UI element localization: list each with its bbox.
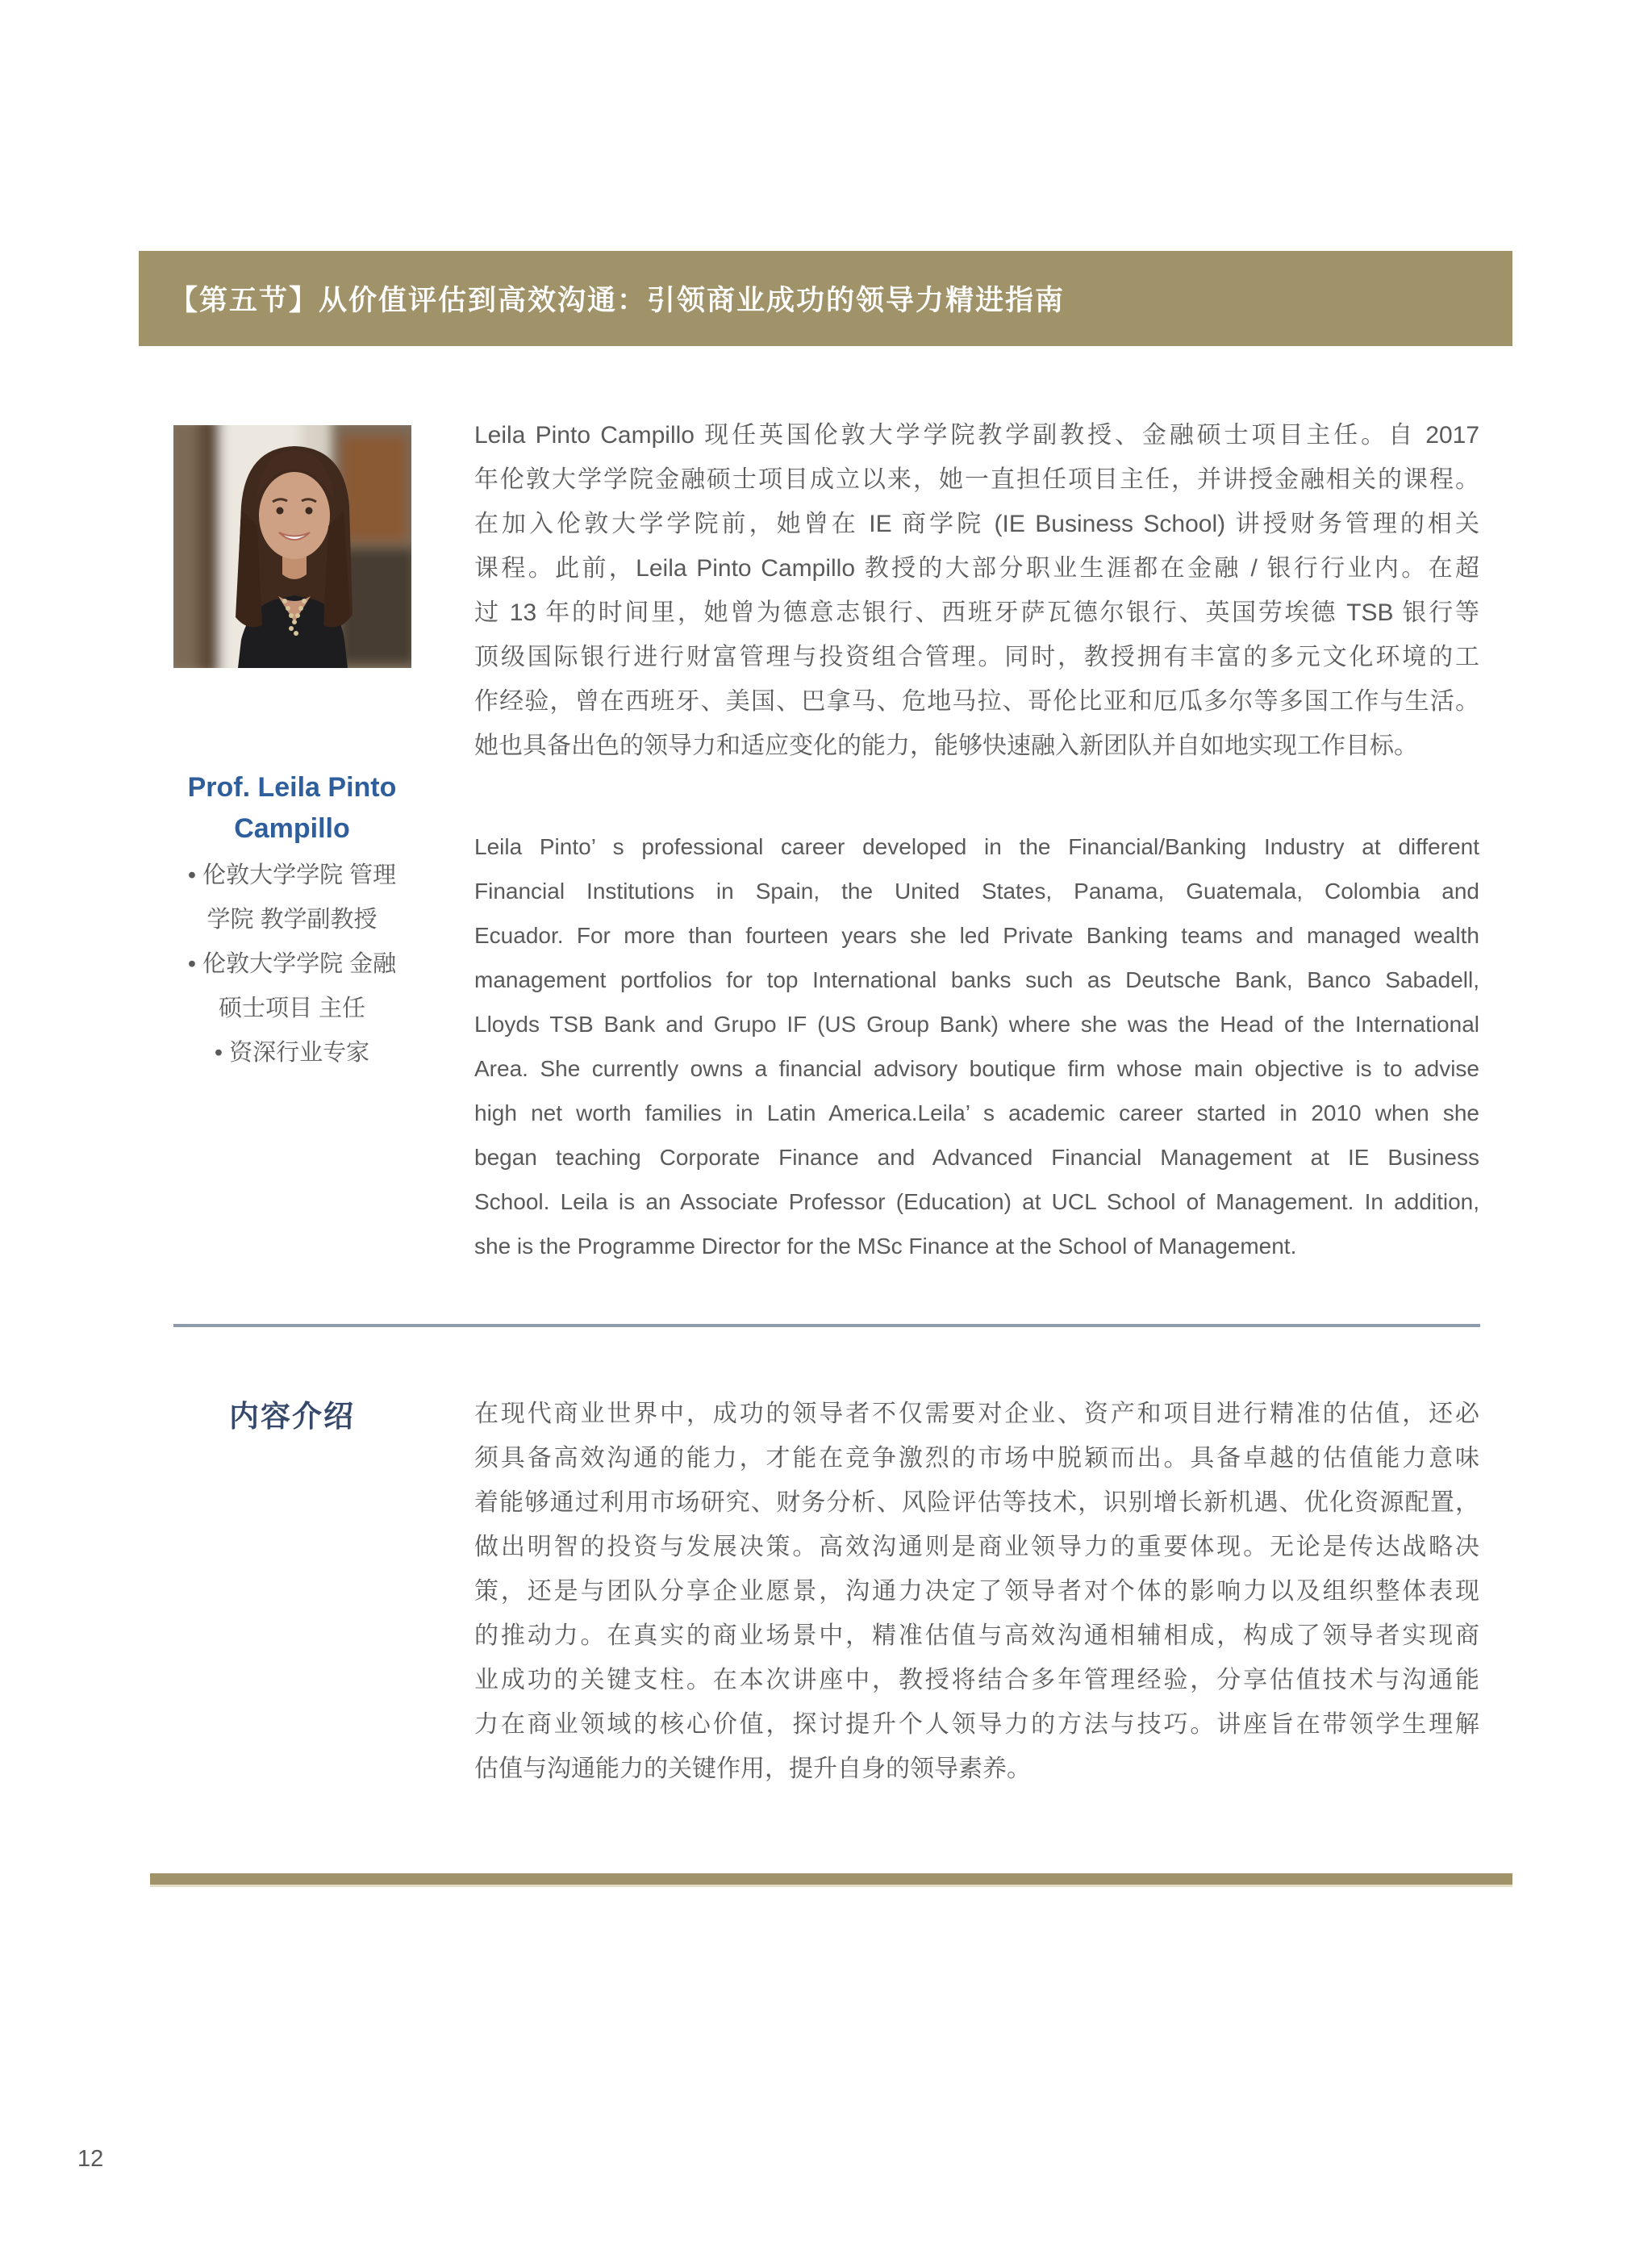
professor-credentials-list xyxy=(139,854,445,1075)
text-line: School. Leila is an Associate Professor (Education) at UCL School of Management. In addition, xyxy=(474,1189,1479,1214)
text-line: Leila Pinto’ s professional career developed in the Financial/Banking Industry at different xyxy=(474,834,1479,859)
section-banner xyxy=(139,251,1512,346)
text-line: began teaching Corporate Finance and Advanced Financial Management at IE Business xyxy=(474,1145,1479,1170)
text-line: 业成功的关键支柱。在本次讲座中，教授将结合多年管理经验，分享估值技术与沟通能 xyxy=(474,1667,1479,1693)
text-line: 过 13 年的时间里，她曾为德意志银行、西班牙萨瓦德尔银行、英国劳埃德 TSB 银行等 xyxy=(474,599,1479,626)
text-line: 着能够通过利用市场研究、财务分析、风险评估等技术，识别增长新机遇、优化资源配置， xyxy=(474,1489,1479,1516)
text-line: 在加入伦敦大学学院前，她曾在 IE 商学院 (IE Business School) 讲授财务管理的相关 xyxy=(474,511,1479,537)
bio-paragraph-english xyxy=(474,825,1479,1268)
text-line: management portfolios for top International banks such as Deutsche Bank, Banco Sabadell, xyxy=(474,967,1479,992)
section-title: 【第五节】从价值评估到高效沟通：引领商业成功的领导力精进指南 xyxy=(169,285,1066,316)
text-line: 年伦敦大学学院金融硕士项目成立以来，她一直担任项目主任，并讲授金融相关的课程。 xyxy=(474,466,1479,493)
text-line: she is the Programme Director for the MSc Finance at the School of Management. xyxy=(474,1234,1297,1259)
text-line: 力在商业领域的核心价值，探讨提升个人领导力的方法与技巧。讲座旨在带领学生理解 xyxy=(474,1711,1479,1738)
text-line: 策，还是与团队分享企业愿景，沟通力决定了领导者对个体的影响力以及组织整体表现 xyxy=(474,1578,1479,1605)
text-line: 课程。此前，Leila Pinto Campillo 教授的大部分职业生涯都在金融 / 银行行业内。在超 xyxy=(474,555,1479,582)
text-line: 学院 教学副教授 xyxy=(206,907,378,933)
text-line: Leila Pinto Campillo 现任英国伦敦大学学院教学副教授、金融硕士项目主任。自 2017 xyxy=(474,422,1479,449)
portrait-illustration xyxy=(173,425,411,668)
text-line: Financial Institutions in Spain, the United States, Panama, Guatemala, Colombia and xyxy=(474,879,1479,904)
text-line: • 伦敦大学学院 管理 xyxy=(187,862,397,888)
text-line: 在现代商业世界中，成功的领导者不仅需要对企业、资产和项目进行精准的估值，还必 xyxy=(474,1401,1479,1427)
text-line: 作经验，曾在西班牙、美国、巴拿马、危地马拉、哥伦比亚和厄瓜多尔等多国工作与生活。 xyxy=(474,688,1479,715)
professor-name-line2: Campillo xyxy=(234,813,350,844)
bio-paragraph-chinese xyxy=(474,413,1479,768)
text-line: Lloyds TSB Bank and Grupo IF (US Group Bank) where she was the Head of the International xyxy=(474,1012,1479,1037)
text-line: • 伦敦大学学院 金融 xyxy=(187,951,397,977)
text-line: 估值与沟通能力的关键作用，提升自身的领导素养。 xyxy=(474,1756,1031,1782)
text-line: 硕士项目 主任 xyxy=(218,996,366,1021)
text-line: Ecuador. For more than fourteen years she led Private Banking teams and managed wealth xyxy=(474,923,1479,948)
professor-photo xyxy=(173,425,411,668)
section-divider xyxy=(173,1324,1480,1327)
page-number: 12 xyxy=(77,2146,104,2172)
text-line: high net worth families in Latin America.Leila’ s academic career started in 2010 when she xyxy=(474,1100,1479,1125)
text-line: 做出明智的投资与发展决策。高效沟通则是商业领导力的重要体现。无论是传达战略决 xyxy=(474,1534,1479,1560)
text-line: 须具备高效沟通的能力，才能在竞争激烈的市场中脱颖而出。具备卓越的估值能力意味 xyxy=(474,1445,1479,1472)
professor-name-line1: Prof. Leila Pinto xyxy=(187,772,397,803)
text-line: 的推动力。在真实的商业场景中，精准估值与高效沟通相辅相成，构成了领导者实现商 xyxy=(474,1622,1479,1649)
content-intro-paragraph xyxy=(474,1392,1479,1791)
professor-name xyxy=(147,767,437,850)
footer-bar xyxy=(150,1873,1512,1887)
content-intro-heading: 内容介绍 xyxy=(229,1400,355,1433)
text-line: 顶级国际银行进行财富管理与投资组合管理。同时，教授拥有丰富的多元文化环境的工 xyxy=(474,644,1479,670)
text-line: Area. She currently owns a financial advisory boutique firm whose main objective is to advise xyxy=(474,1056,1479,1081)
text-line: • 资深行业专家 xyxy=(214,1040,370,1066)
text-line: 她也具备出色的领导力和适应变化的能力，能够快速融入新团队并自如地实现工作目标。 xyxy=(474,733,1418,759)
